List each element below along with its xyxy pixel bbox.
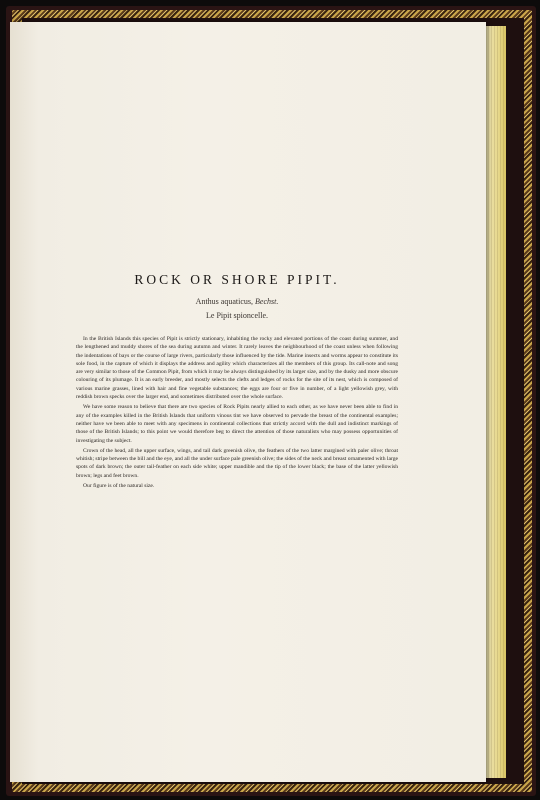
french-name: Le Pipit spioncelle. xyxy=(206,311,268,320)
body-text xyxy=(76,335,398,490)
species-title: ROCK OR SHORE PIPIT. xyxy=(134,272,340,287)
book-page xyxy=(10,22,486,782)
page-text-block xyxy=(76,272,398,490)
paragraph: Crown of the head, all the upper surface, wings, and tail dark greenish olive, the feathers of the two latter margined with paler olive; throat whitish; stripe between the bill and the eye, and all the under surface pale greenish olive; the sides of the neck and breast ornamented with large spots of dark brown; the outer tail-feather on each side white; upper mandible and the tip of the lower black; the base of the latter yellowish brown; legs and feet brown. xyxy=(76,447,398,479)
paragraph: We have some reason to believe that there are two species of Rock Pipits nearly allied to each other, as we have never been able to find in any of the examples killed in the British Islands that uniform vinous tint we have observed to pervade the breast of the continental examples; neither have we been able to meet with any specimens in continental collections that strictly accord with the dull and indistinct markings of those of the British Islands; to this point we would therefore beg to direct the attention of those naturalists who may possess opportunities of investigating the subject. xyxy=(76,404,398,444)
latin-name: Anthus aquaticus, xyxy=(195,297,253,306)
paragraph: In the British Islands this species of Pipit is strictly stationary, inhabiting the rocky and elevated portions of the coast during summer, and the lengthened and muddy shores of the sea during autumn and winter. It rarely leaves the neighbourhood of the coast unless when following the indentations of bays or the course of large rivers, particularly those influenced by the tide. Marine insects and worms appear to constitute its sole food, in the capture of which it displays the address and agility which characterizes all the members of this group. Its call-note and song are very similar to those of the Common Pipit, from which it may be always distinguished by its larger size, and by the dusky and more obscure colouring of its plumage. It is an early breeder, and mostly selects the clefts and ledges of rocks for the site of its nest, which is composed of various marine grasses, lined with hair and fine vegetable substances; the eggs are four or five in number, of a light yellowish grey, with reddish brown specks over the larger end, and sometimes distributed over the whole surface. xyxy=(76,336,398,401)
paragraph: Our figure is of the natural size. xyxy=(83,483,155,490)
latin-name-line xyxy=(76,297,398,306)
latin-author: Bechst. xyxy=(255,297,279,306)
